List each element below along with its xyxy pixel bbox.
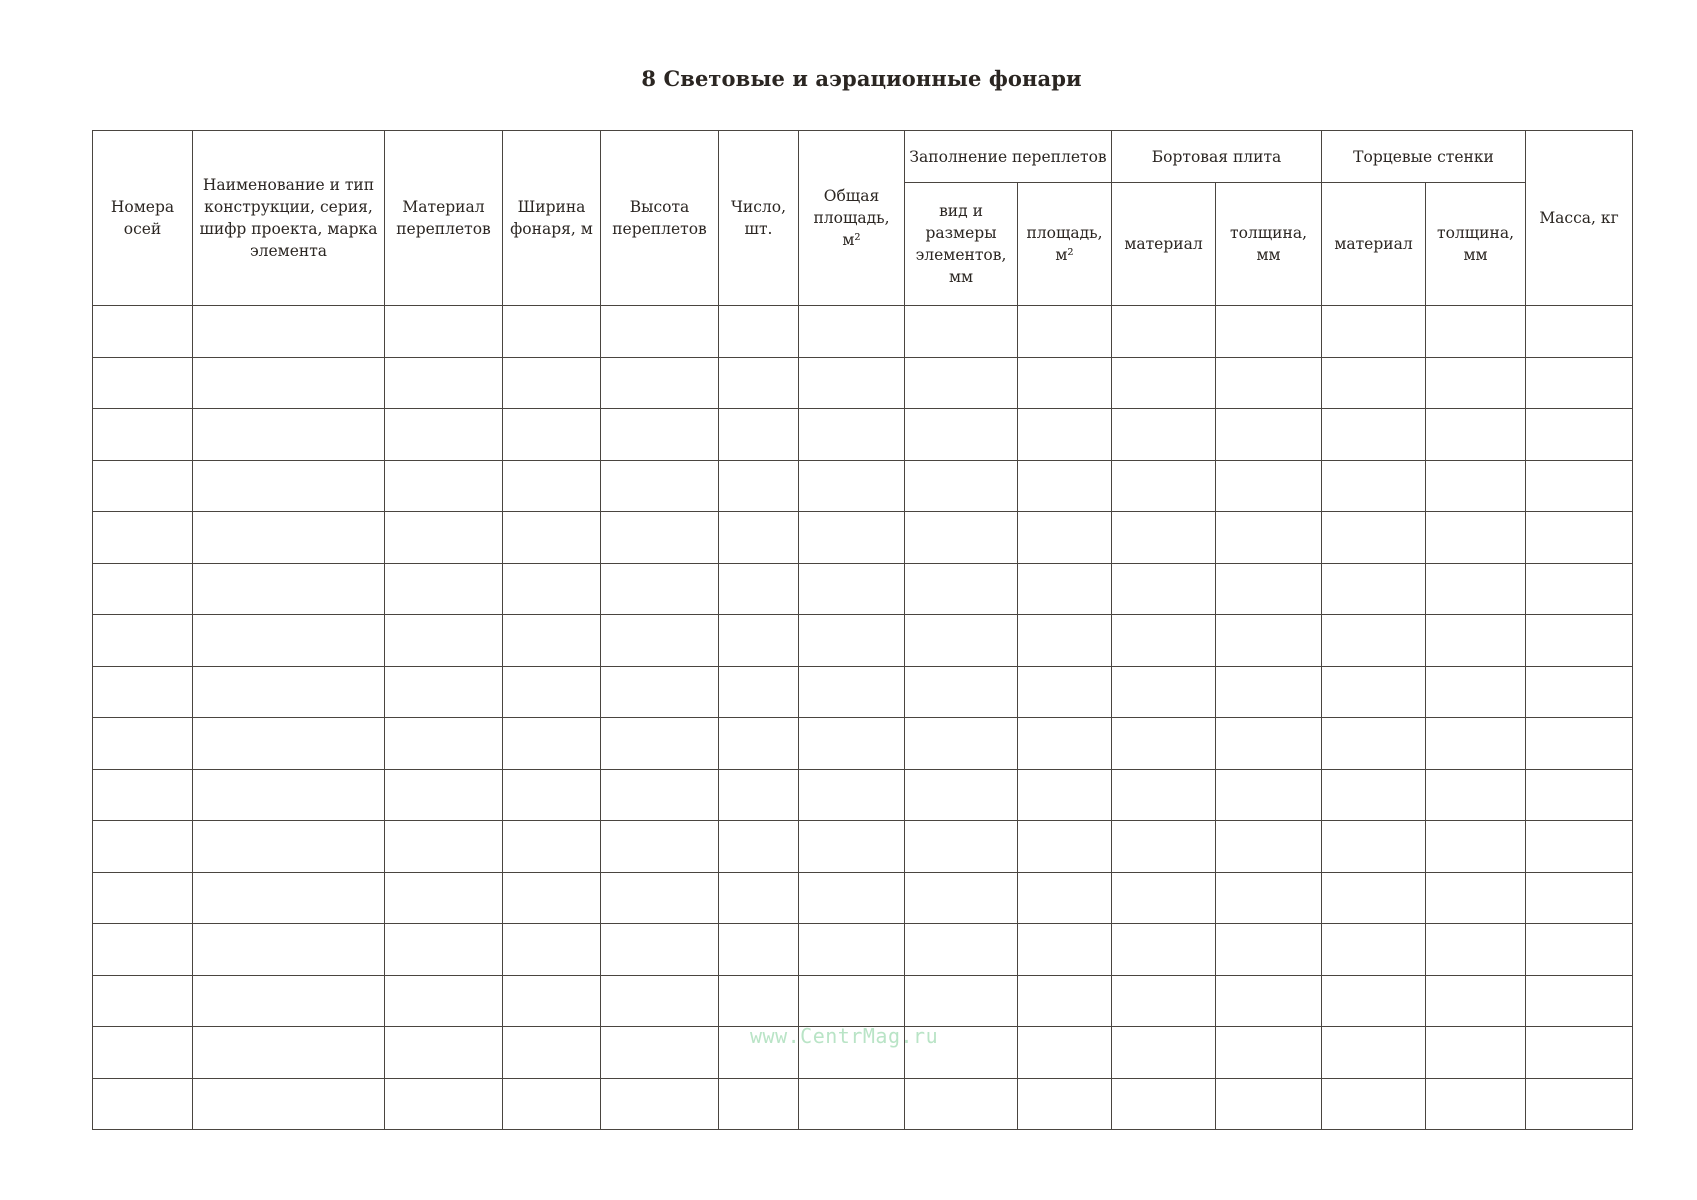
table-cell bbox=[719, 306, 799, 358]
table-cell bbox=[1526, 1078, 1633, 1130]
table-cell bbox=[799, 872, 905, 924]
table-cell bbox=[799, 718, 905, 770]
table-row bbox=[93, 460, 1633, 512]
table-cell bbox=[601, 718, 719, 770]
table-row bbox=[93, 306, 1633, 358]
table-cell bbox=[905, 460, 1018, 512]
table-cell bbox=[93, 563, 193, 615]
table-cell bbox=[193, 872, 385, 924]
header-axes: Номера осей bbox=[93, 131, 193, 306]
table-cell bbox=[905, 924, 1018, 976]
lanterns-table bbox=[92, 130, 1633, 1130]
table-cell bbox=[601, 306, 719, 358]
table-cell bbox=[719, 460, 799, 512]
table-cell bbox=[193, 306, 385, 358]
table-cell bbox=[1216, 306, 1322, 358]
table-cell bbox=[1322, 1078, 1426, 1130]
table-cell bbox=[1526, 975, 1633, 1027]
table-cell bbox=[1526, 615, 1633, 667]
header-side-plate-thickness: толщина, мм bbox=[1216, 183, 1322, 306]
table-cell bbox=[1216, 563, 1322, 615]
watermark: www.CentrMag.ru bbox=[750, 1024, 939, 1048]
header-side-plate: Бортовая плита bbox=[1112, 131, 1322, 183]
table-cell bbox=[93, 924, 193, 976]
header-fill-kind-sizes: вид и размеры элементов, мм bbox=[905, 183, 1018, 306]
table-cell bbox=[1018, 1078, 1112, 1130]
table-cell bbox=[385, 306, 503, 358]
table-cell bbox=[799, 563, 905, 615]
table-cell bbox=[905, 1078, 1018, 1130]
table-cell bbox=[905, 512, 1018, 564]
table-cell bbox=[1018, 512, 1112, 564]
table-row bbox=[93, 924, 1633, 976]
header-lantern-width: Ширина фонаря, м bbox=[503, 131, 601, 306]
table-cell bbox=[1216, 357, 1322, 409]
table-cell bbox=[1322, 563, 1426, 615]
table-cell bbox=[1018, 769, 1112, 821]
header-sash-fill: Заполнение переплетов bbox=[905, 131, 1112, 183]
table-cell bbox=[799, 357, 905, 409]
table-cell bbox=[905, 769, 1018, 821]
table-cell bbox=[1216, 718, 1322, 770]
table-cell bbox=[1526, 821, 1633, 873]
table-cell bbox=[601, 409, 719, 461]
table-cell bbox=[93, 718, 193, 770]
table-cell bbox=[1018, 409, 1112, 461]
table-cell bbox=[93, 975, 193, 1027]
table-cell bbox=[385, 615, 503, 667]
table-cell bbox=[503, 563, 601, 615]
table-cell bbox=[1216, 872, 1322, 924]
header-total-area: Общая площадь, м² bbox=[799, 131, 905, 306]
table-cell bbox=[1112, 563, 1216, 615]
table-cell bbox=[503, 615, 601, 667]
header-count: Число, шт. bbox=[719, 131, 799, 306]
header-sash-height: Высота переплетов bbox=[601, 131, 719, 306]
table-cell bbox=[1322, 1027, 1426, 1079]
header-sash-material: Материал переплетов bbox=[385, 131, 503, 306]
table-cell bbox=[1112, 872, 1216, 924]
table-row bbox=[93, 357, 1633, 409]
table-cell bbox=[601, 357, 719, 409]
header-name-type: Наименование и тип конструкции, серия, шифр проекта, марка элемента bbox=[193, 131, 385, 306]
table-cell bbox=[1426, 924, 1526, 976]
table-cell bbox=[193, 615, 385, 667]
table-cell bbox=[1018, 306, 1112, 358]
table-cell bbox=[1526, 306, 1633, 358]
table-cell bbox=[93, 460, 193, 512]
table-cell bbox=[1322, 615, 1426, 667]
table-row bbox=[93, 821, 1633, 873]
table-row bbox=[93, 718, 1633, 770]
table-row bbox=[93, 975, 1633, 1027]
table-cell bbox=[1526, 666, 1633, 718]
table-cell bbox=[905, 357, 1018, 409]
table-cell bbox=[503, 409, 601, 461]
table-cell bbox=[385, 872, 503, 924]
table-cell bbox=[1426, 821, 1526, 873]
table-cell bbox=[1426, 666, 1526, 718]
table-cell bbox=[799, 615, 905, 667]
table-cell bbox=[193, 769, 385, 821]
table-cell bbox=[1526, 872, 1633, 924]
header-end-walls: Торцевые стенки bbox=[1322, 131, 1526, 183]
table-cell bbox=[905, 666, 1018, 718]
table-cell bbox=[601, 924, 719, 976]
table-cell bbox=[905, 975, 1018, 1027]
table-cell bbox=[503, 512, 601, 564]
table-cell bbox=[503, 306, 601, 358]
table-cell bbox=[385, 357, 503, 409]
table-cell bbox=[1018, 821, 1112, 873]
table-cell bbox=[1216, 1027, 1322, 1079]
table-cell bbox=[1322, 357, 1426, 409]
table-cell bbox=[1426, 1078, 1526, 1130]
table-cell bbox=[93, 821, 193, 873]
table-cell bbox=[1322, 975, 1426, 1027]
table-cell bbox=[193, 666, 385, 718]
table-cell bbox=[1018, 357, 1112, 409]
table-cell bbox=[1018, 718, 1112, 770]
table-cell bbox=[1112, 1027, 1216, 1079]
table-cell bbox=[193, 975, 385, 1027]
table-cell bbox=[193, 563, 385, 615]
table-cell bbox=[1322, 872, 1426, 924]
table-cell bbox=[1322, 306, 1426, 358]
table-cell bbox=[193, 357, 385, 409]
table-cell bbox=[799, 306, 905, 358]
table-cell bbox=[905, 718, 1018, 770]
table-cell bbox=[1112, 666, 1216, 718]
table-cell bbox=[193, 460, 385, 512]
table-cell bbox=[193, 718, 385, 770]
table-cell bbox=[1112, 769, 1216, 821]
table-row bbox=[93, 1078, 1633, 1130]
table-cell bbox=[1112, 306, 1216, 358]
table-row bbox=[93, 615, 1633, 667]
table-cell bbox=[93, 512, 193, 564]
table-cell bbox=[601, 615, 719, 667]
table-cell bbox=[1322, 924, 1426, 976]
table-row bbox=[93, 409, 1633, 461]
table-cell bbox=[719, 615, 799, 667]
table-cell bbox=[1018, 563, 1112, 615]
table-cell bbox=[1216, 460, 1322, 512]
table-cell bbox=[385, 924, 503, 976]
table-cell bbox=[719, 718, 799, 770]
header-fill-area: площадь, м² bbox=[1018, 183, 1112, 306]
table-cell bbox=[601, 666, 719, 718]
table-cell bbox=[1322, 460, 1426, 512]
table-cell bbox=[1112, 718, 1216, 770]
table-cell bbox=[1112, 821, 1216, 873]
table-cell bbox=[1216, 409, 1322, 461]
table-cell bbox=[385, 666, 503, 718]
table-cell bbox=[719, 357, 799, 409]
table-cell bbox=[385, 563, 503, 615]
table-cell bbox=[1112, 512, 1216, 564]
table-cell bbox=[905, 872, 1018, 924]
table-cell bbox=[799, 975, 905, 1027]
table-cell bbox=[1426, 975, 1526, 1027]
table-cell bbox=[1526, 563, 1633, 615]
table-cell bbox=[1112, 1078, 1216, 1130]
table-cell bbox=[93, 666, 193, 718]
table-cell bbox=[93, 615, 193, 667]
table-cell bbox=[1526, 409, 1633, 461]
table-cell bbox=[799, 821, 905, 873]
table-cell bbox=[1526, 357, 1633, 409]
table-cell bbox=[719, 924, 799, 976]
table-cell bbox=[1426, 563, 1526, 615]
table-cell bbox=[1018, 615, 1112, 667]
table-cell bbox=[1216, 821, 1322, 873]
table-cell bbox=[93, 1027, 193, 1079]
table-cell bbox=[1526, 718, 1633, 770]
table-cell bbox=[385, 975, 503, 1027]
table-cell bbox=[905, 615, 1018, 667]
table-cell bbox=[503, 975, 601, 1027]
table-cell bbox=[905, 821, 1018, 873]
table-cell bbox=[601, 563, 719, 615]
table-cell bbox=[719, 666, 799, 718]
table-cell bbox=[193, 1027, 385, 1079]
table-cell bbox=[1526, 769, 1633, 821]
table-cell bbox=[385, 512, 503, 564]
table-row bbox=[93, 666, 1633, 718]
table-cell bbox=[1216, 1078, 1322, 1130]
table-cell bbox=[503, 666, 601, 718]
table-cell bbox=[193, 512, 385, 564]
table-cell bbox=[719, 769, 799, 821]
table-row bbox=[93, 769, 1633, 821]
header-side-plate-material: материал bbox=[1112, 183, 1216, 306]
table-cell bbox=[1526, 460, 1633, 512]
table-cell bbox=[1426, 512, 1526, 564]
table-cell bbox=[601, 821, 719, 873]
table-row bbox=[93, 563, 1633, 615]
table-cell bbox=[1112, 975, 1216, 1027]
table-cell bbox=[503, 769, 601, 821]
table-cell bbox=[719, 1078, 799, 1130]
table-cell bbox=[193, 1078, 385, 1130]
table-cell bbox=[1426, 1027, 1526, 1079]
table-cell bbox=[385, 1078, 503, 1130]
table-cell bbox=[93, 769, 193, 821]
table-cell bbox=[799, 666, 905, 718]
table-cell bbox=[601, 1078, 719, 1130]
header-row-top bbox=[93, 131, 1633, 183]
table-cell bbox=[1112, 357, 1216, 409]
table-cell bbox=[1426, 306, 1526, 358]
table-cell bbox=[1216, 769, 1322, 821]
table-cell bbox=[385, 1027, 503, 1079]
table-cell bbox=[503, 924, 601, 976]
table-cell bbox=[1018, 975, 1112, 1027]
table-cell bbox=[799, 924, 905, 976]
table-cell bbox=[385, 409, 503, 461]
table-cell bbox=[601, 872, 719, 924]
table-cell bbox=[1216, 512, 1322, 564]
table-cell bbox=[1322, 409, 1426, 461]
table-cell bbox=[1322, 666, 1426, 718]
table-cell bbox=[1112, 409, 1216, 461]
table-cell bbox=[1216, 666, 1322, 718]
table-cell bbox=[1112, 615, 1216, 667]
table-cell bbox=[1322, 821, 1426, 873]
table-cell bbox=[1018, 924, 1112, 976]
table-row bbox=[93, 512, 1633, 564]
table-cell bbox=[1216, 615, 1322, 667]
table-cell bbox=[1018, 460, 1112, 512]
table-cell bbox=[93, 409, 193, 461]
table-cell bbox=[1018, 872, 1112, 924]
table-cell bbox=[601, 460, 719, 512]
table-cell bbox=[1426, 460, 1526, 512]
table-cell bbox=[193, 924, 385, 976]
table-cell bbox=[503, 460, 601, 512]
table-cell bbox=[1322, 512, 1426, 564]
table-cell bbox=[905, 563, 1018, 615]
table-cell bbox=[385, 460, 503, 512]
table-cell bbox=[719, 975, 799, 1027]
table-cell bbox=[93, 1078, 193, 1130]
table-cell bbox=[503, 357, 601, 409]
table-cell bbox=[1526, 512, 1633, 564]
table-cell bbox=[93, 357, 193, 409]
table-cell bbox=[385, 821, 503, 873]
table-cell bbox=[799, 769, 905, 821]
header-mass: Масса, кг bbox=[1526, 131, 1633, 306]
table-cell bbox=[193, 409, 385, 461]
table-cell bbox=[385, 718, 503, 770]
table-cell bbox=[1018, 666, 1112, 718]
table-cell bbox=[503, 1078, 601, 1130]
table-cell bbox=[1322, 718, 1426, 770]
table-cell bbox=[601, 769, 719, 821]
table-cell bbox=[1216, 924, 1322, 976]
table-cell bbox=[1426, 718, 1526, 770]
table-cell bbox=[1018, 1027, 1112, 1079]
table-cell bbox=[799, 409, 905, 461]
table-cell bbox=[799, 1078, 905, 1130]
table-cell bbox=[601, 975, 719, 1027]
table-cell bbox=[1426, 357, 1526, 409]
table-cell bbox=[719, 409, 799, 461]
table-cell bbox=[799, 460, 905, 512]
table-cell bbox=[601, 512, 719, 564]
table-cell bbox=[1526, 924, 1633, 976]
table-cell bbox=[601, 1027, 719, 1079]
table-cell bbox=[905, 306, 1018, 358]
table-cell bbox=[1426, 872, 1526, 924]
table-cell bbox=[1216, 975, 1322, 1027]
table-cell bbox=[503, 872, 601, 924]
table-cell bbox=[503, 821, 601, 873]
table-cell bbox=[799, 512, 905, 564]
table-cell bbox=[503, 1027, 601, 1079]
header-end-walls-material: материал bbox=[1322, 183, 1426, 306]
table-cell bbox=[1112, 460, 1216, 512]
table-cell bbox=[93, 306, 193, 358]
table-cell bbox=[1322, 769, 1426, 821]
table-row bbox=[93, 872, 1633, 924]
page-title: 8 Световые и аэрационные фонари bbox=[641, 66, 1082, 91]
table-cell bbox=[719, 821, 799, 873]
table-cell bbox=[1112, 924, 1216, 976]
table-cell bbox=[503, 718, 601, 770]
table-cell bbox=[905, 409, 1018, 461]
table-cell bbox=[719, 563, 799, 615]
header-end-walls-thickness: толщина, мм bbox=[1426, 183, 1526, 306]
table-cell bbox=[93, 872, 193, 924]
table-cell bbox=[1426, 615, 1526, 667]
table-cell bbox=[1426, 409, 1526, 461]
table-cell bbox=[193, 821, 385, 873]
table-cell bbox=[719, 512, 799, 564]
table-cell bbox=[1526, 1027, 1633, 1079]
table-cell bbox=[719, 872, 799, 924]
table-cell bbox=[385, 769, 503, 821]
table-body bbox=[93, 306, 1633, 1130]
table-cell bbox=[1426, 769, 1526, 821]
